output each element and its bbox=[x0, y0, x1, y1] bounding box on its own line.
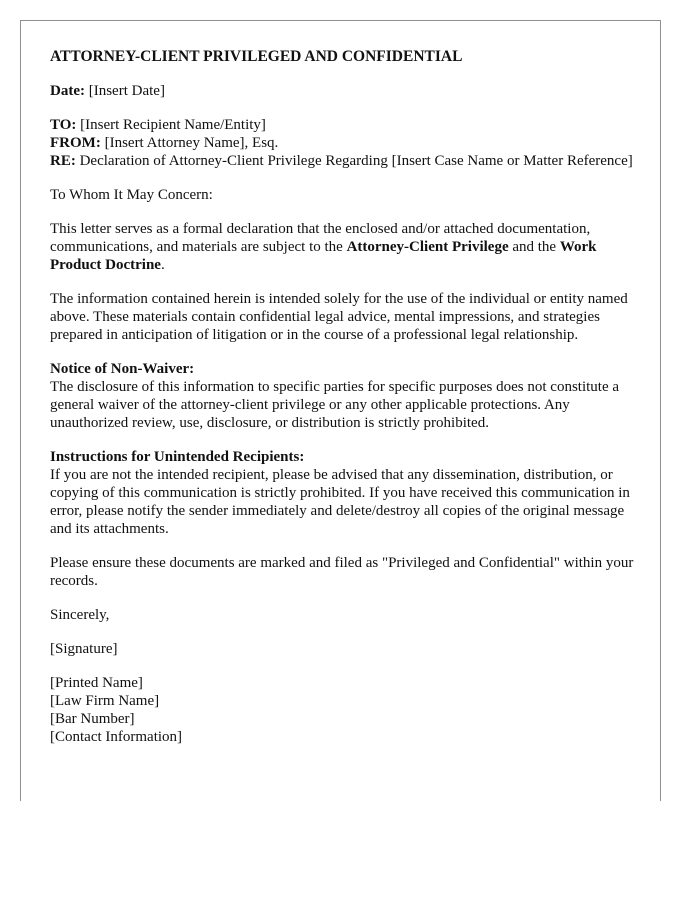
law-firm-name: [Law Firm Name] bbox=[50, 693, 160, 709]
work-product-doctrine-term: Work Product Doctrine bbox=[50, 239, 597, 273]
to-line bbox=[50, 116, 640, 134]
unintended-recipients-heading: Instructions for Unintended Recipients: bbox=[50, 449, 305, 465]
closing-line: Sincerely, bbox=[50, 607, 110, 623]
non-waiver-body: The disclosure of this information to specific parties for specific purposes does not constitute a general waiver of the attorney-client privilege or any other applicable protections. Any unauthorized review, use, disclosure, or distribution is strictly prohibited. bbox=[50, 379, 620, 431]
address-block bbox=[50, 116, 640, 170]
letter-page bbox=[20, 20, 661, 801]
purpose-paragraph: The information contained herein is intended solely for the use of the individual or entity named above. These materials contain confidential legal advice, mental impressions, and strategies prepared in anticipation of litigation or in the course of a professional legal relationship. bbox=[50, 291, 628, 343]
re-value: Declaration of Attorney-Client Privilege Regarding [Insert Case Name or Matter Reference] bbox=[75, 153, 633, 169]
marking-instructions-paragraph: Please ensure these documents are marked and filed as "Privileged and Confidential" within your records. bbox=[50, 555, 634, 589]
declaration-text-b: and the bbox=[508, 239, 560, 255]
date-line bbox=[50, 82, 640, 100]
unintended-recipients-section bbox=[50, 448, 640, 538]
letter-body bbox=[50, 48, 640, 762]
non-waiver-section bbox=[50, 360, 640, 432]
signature-block bbox=[50, 674, 640, 746]
non-waiver-heading: Notice of Non-Waiver: bbox=[50, 361, 195, 377]
attorney-client-privilege-term: Attorney-Client Privilege bbox=[346, 239, 509, 255]
declaration-paragraph bbox=[50, 220, 640, 274]
unintended-recipients-body: If you are not the intended recipient, please be advised that any dissemination, distribution, or copying of this communication is strictly prohibited. If you have received this communication in error, please notify the sender immediately and delete/destroy all copies of the original message and its attachments. bbox=[50, 467, 630, 537]
printed-name: [Printed Name] bbox=[50, 675, 143, 691]
from-label: FROM: bbox=[50, 135, 101, 151]
signature-line: [Signature] bbox=[50, 641, 118, 657]
bar-number: [Bar Number] bbox=[50, 711, 135, 727]
contact-information: [Contact Information] bbox=[50, 729, 183, 745]
salutation: To Whom It May Concern: bbox=[50, 187, 213, 203]
date-label: Date: bbox=[50, 83, 85, 99]
from-line bbox=[50, 134, 640, 152]
re-label: RE: bbox=[50, 153, 76, 169]
page-title: ATTORNEY-CLIENT PRIVILEGED AND CONFIDENTIAL bbox=[50, 48, 463, 65]
declaration-text-c: . bbox=[160, 257, 165, 273]
to-value: [Insert Recipient Name/Entity] bbox=[76, 117, 266, 133]
declaration-text-a: This letter serves as a formal declaration that the enclosed and/or attached documentation, communications, and materials are subject to the bbox=[50, 221, 591, 255]
from-value: [Insert Attorney Name], Esq. bbox=[100, 135, 279, 151]
re-line bbox=[50, 152, 640, 170]
to-label: TO: bbox=[50, 117, 77, 133]
date-value: [Insert Date] bbox=[84, 83, 165, 99]
